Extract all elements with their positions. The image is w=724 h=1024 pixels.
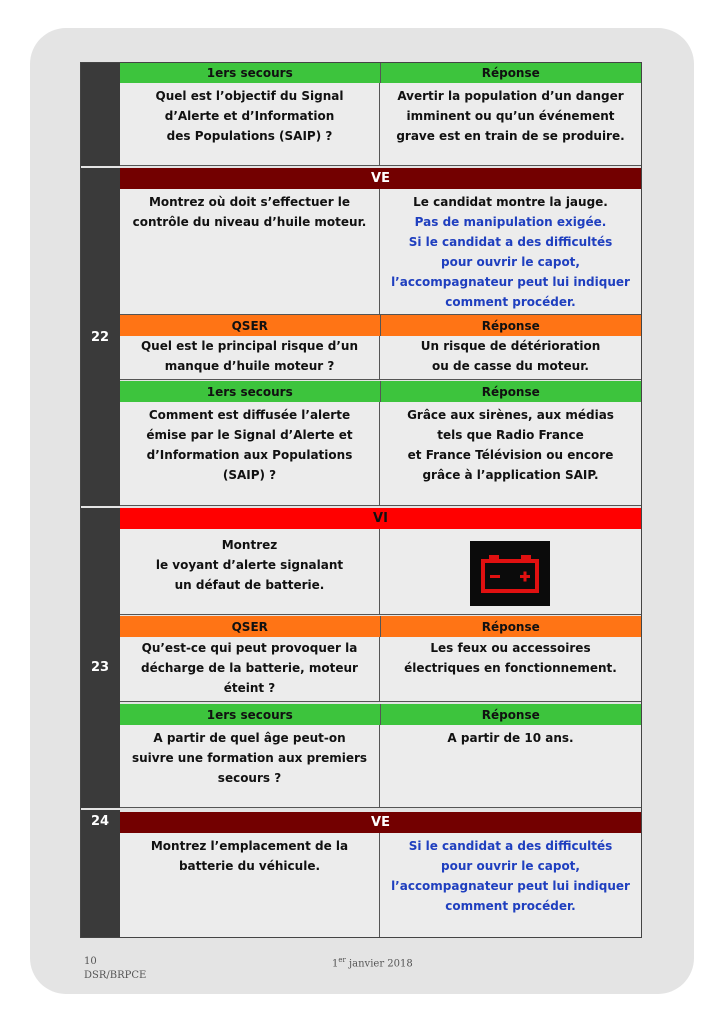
answer-line: Les feux ou accessoires — [430, 641, 591, 655]
header-left: 1ers secours — [120, 704, 381, 725]
question-cell — [120, 833, 380, 937]
section-bar-22 — [80, 168, 120, 506]
answer-line: Pas de manipulation exigée. — [414, 215, 607, 229]
header-row — [120, 315, 641, 336]
battery-warning-icon — [470, 541, 550, 606]
header-row — [120, 62, 641, 83]
question-line: le voyant d’alerte signalant — [155, 558, 344, 572]
question-line: (SAIP) ? — [222, 468, 277, 482]
header-left: QSER — [120, 315, 381, 336]
answer-line: et France Télévision ou encore — [407, 448, 614, 462]
qa-row — [120, 402, 641, 506]
question-line: batterie du véhicule. — [178, 859, 321, 873]
answer-cell — [380, 402, 641, 505]
question-line: Montrez l’emplacement de la — [150, 839, 349, 853]
question-line: Comment est diffusée l’alerte — [148, 408, 351, 422]
question-line: A partir de quel âge peut-on — [153, 731, 346, 745]
header-right: Réponse — [481, 619, 540, 634]
date-rest: janvier 2018 — [345, 958, 413, 970]
question-line: d’Information aux Populations — [146, 448, 353, 462]
question-cell — [120, 725, 380, 807]
answer-cell — [380, 189, 641, 314]
question-line: manque d’huile moteur ? — [164, 359, 335, 373]
section-number-23: 23 — [90, 660, 110, 675]
question-line: Montrez où doit s’effectuer le — [148, 195, 351, 209]
header-row — [120, 704, 641, 725]
question-line: un défaut de batterie. — [174, 578, 325, 592]
date-sup: er — [338, 956, 346, 964]
question-cell — [120, 402, 380, 505]
answer-line: ou de casse du moteur. — [432, 359, 589, 373]
answer-line: A partir de 10 ans. — [447, 731, 574, 745]
question-line: émise par le Signal d’Alerte et — [146, 428, 353, 442]
qa-row — [120, 189, 641, 315]
answer-line: Avertir la population d’un danger — [397, 89, 624, 103]
section-bar-24 — [80, 810, 120, 938]
page-number: 10 — [84, 956, 97, 967]
question-line: décharge de la batterie, moteur — [141, 661, 358, 675]
answer-line: l’accompagnateur peut lui indiquer — [391, 275, 630, 289]
answer-line: Si le candidat a des difficultés — [408, 839, 613, 853]
date-label — [332, 956, 413, 969]
question-cell — [120, 529, 380, 614]
question-line: Quel est l’objectif du Signal — [155, 89, 344, 103]
question-line: éteint ? — [223, 681, 276, 695]
question-line: d’Alerte et d’Information — [164, 109, 335, 123]
banner-vi: VI — [120, 508, 641, 529]
answer-cell — [380, 83, 641, 165]
date-day: 1 — [332, 958, 339, 970]
question-line: suivre une formation aux premiers — [131, 751, 368, 765]
answer-line: Si le candidat a des difficultés — [408, 235, 613, 249]
header-left: 1ers secours — [120, 62, 381, 83]
question-line: des Populations (SAIP) ? — [166, 129, 333, 143]
answer-line: pour ouvrir le capot, — [441, 859, 580, 873]
answer-line: comment procéder. — [445, 899, 576, 913]
header-right: Réponse — [481, 65, 540, 80]
answer-line: pour ouvrir le capot, — [441, 255, 580, 269]
question-line: Qu’est-ce qui peut provoquer la — [141, 641, 358, 655]
header-left: QSER — [120, 616, 381, 637]
answer-cell — [380, 833, 641, 937]
org-label: DSR/BRPCE — [84, 970, 147, 981]
answer-line: Un risque de détérioration — [420, 339, 601, 353]
answer-line: Grâce aux sirènes, aux médias — [407, 408, 614, 422]
qa-row — [120, 336, 641, 380]
question-line: secours ? — [217, 771, 282, 785]
header-right: Réponse — [481, 707, 540, 722]
banner-ve: VE — [120, 812, 641, 833]
answer-cell — [380, 336, 641, 379]
answer-cell — [380, 637, 641, 701]
question-line: contrôle du niveau d’huile moteur. — [132, 215, 367, 229]
question-cell — [120, 336, 380, 379]
section-bar-top — [80, 62, 120, 166]
qa-row — [120, 83, 641, 166]
question-line: Quel est le principal risque d’un — [140, 339, 359, 353]
header-row — [120, 381, 641, 402]
question-cell — [120, 83, 380, 165]
answer-line: Le candidat montre la jauge. — [413, 195, 608, 209]
section-bar-23 — [80, 508, 120, 808]
question-line: Montrez — [221, 538, 278, 552]
answer-line: imminent ou qu’un événement — [406, 109, 615, 123]
answer-line: comment procéder. — [445, 295, 576, 309]
header-left: 1ers secours — [120, 381, 381, 402]
banner-ve: VE — [120, 168, 641, 189]
qa-row — [120, 725, 641, 808]
section-number-22: 22 — [90, 330, 110, 345]
battery-icon-svg — [470, 541, 550, 606]
header-right: Réponse — [481, 318, 540, 333]
qa-row — [120, 637, 641, 702]
section-number-24: 24 — [90, 814, 110, 829]
answer-cell — [380, 725, 641, 807]
question-cell — [120, 189, 380, 314]
answer-line: électriques en fonctionnement. — [404, 661, 617, 675]
header-right: Réponse — [481, 384, 540, 399]
answer-line: tels que Radio France — [437, 428, 584, 442]
header-row — [120, 616, 641, 637]
answer-line: l’accompagnateur peut lui indiquer — [391, 879, 630, 893]
answer-line: grâce à l’application SAIP. — [422, 468, 599, 482]
answer-line: grave est en train de se produire. — [396, 129, 625, 143]
qa-row — [120, 529, 641, 615]
question-cell — [120, 637, 380, 701]
qa-row — [120, 833, 641, 938]
